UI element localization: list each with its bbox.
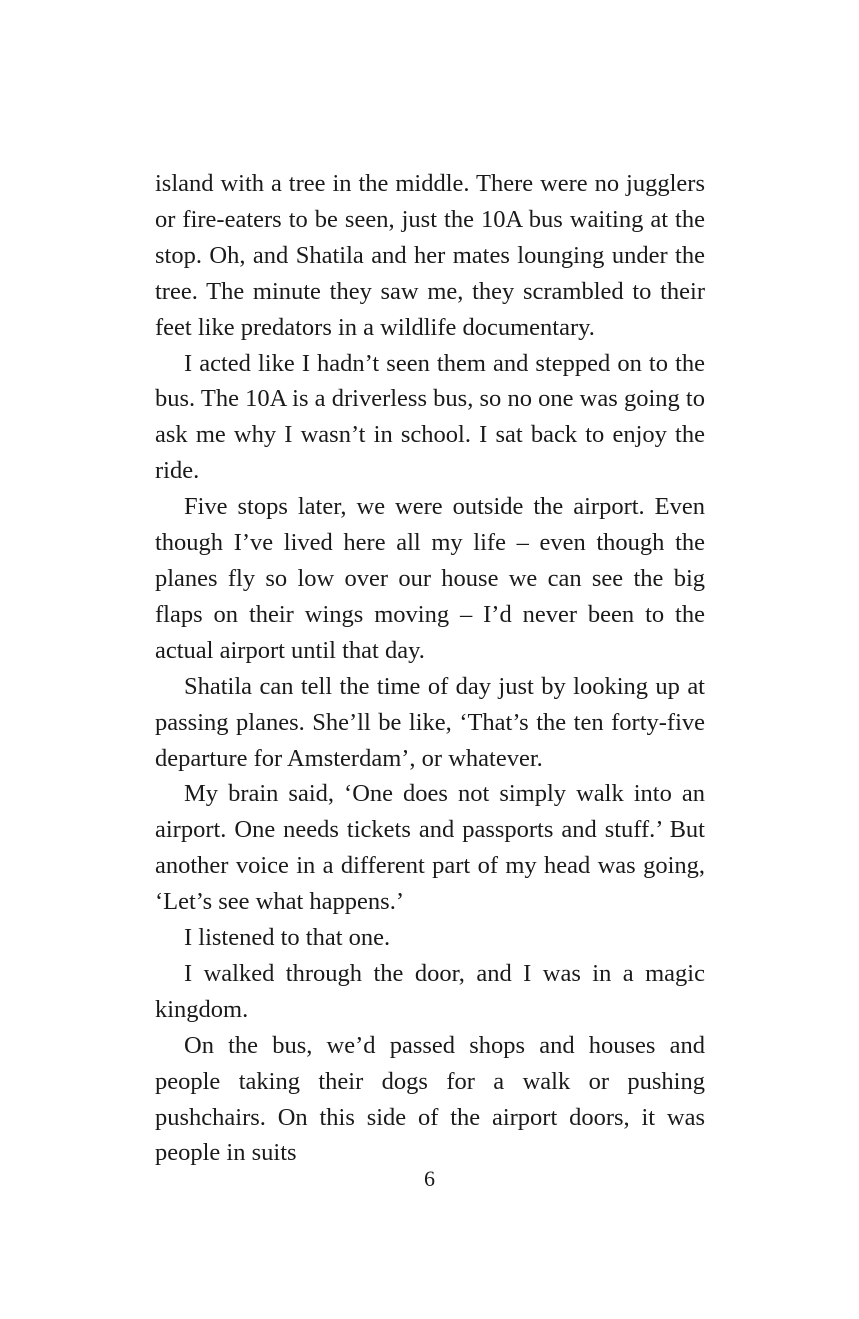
paragraph-8: On the bus, we’d passed shops and houses and people taking their dogs for a walk or pushing pushchairs. On this side of the airport doors, it was people in suits [155,1031,705,1167]
paragraph-7: I walked through the door, and I was in a magic kingdom. [155,959,705,1023]
page-number: 6 [424,1166,435,1191]
paragraph-4: Shatila can tell the time of day just by looking up at passing planes. She’ll be like, ‘That’s the ten forty-five departure for Amsterdam’, or whatever. [155,672,705,772]
paragraph-3: Five stops later, we were outside the airport. Even though I’ve lived here all my life – even though the planes fly so low over our house we can see the big flaps on their wings moving – I’d never been to the actual airport until that day. [155,493,705,664]
paragraph-1: island with a tree in the middle. There were no jugglers or fire-eaters to be seen, just the 10A bus waiting at the stop. Oh, and Shatila and her mates lounging under the tree. The minute they saw me, they scrambled to their feet like predators in a wildlife documentary. [155,170,705,341]
page-body [155,166,705,1171]
paragraph-2: I acted like I hadn’t seen them and stepped on to the bus. The 10A is a driverless bus, so no one was going to ask me why I wasn’t in school. I sat back to enjoy the ride. [155,349,705,485]
paragraph-5: My brain said, ‘One does not simply walk into an airport. One needs tickets and passports and stuff.’ But another voice in a different part of my head was going, ‘Let’s see what happens.’ [155,780,705,916]
paragraph-6: I listened to that one. [184,924,391,952]
